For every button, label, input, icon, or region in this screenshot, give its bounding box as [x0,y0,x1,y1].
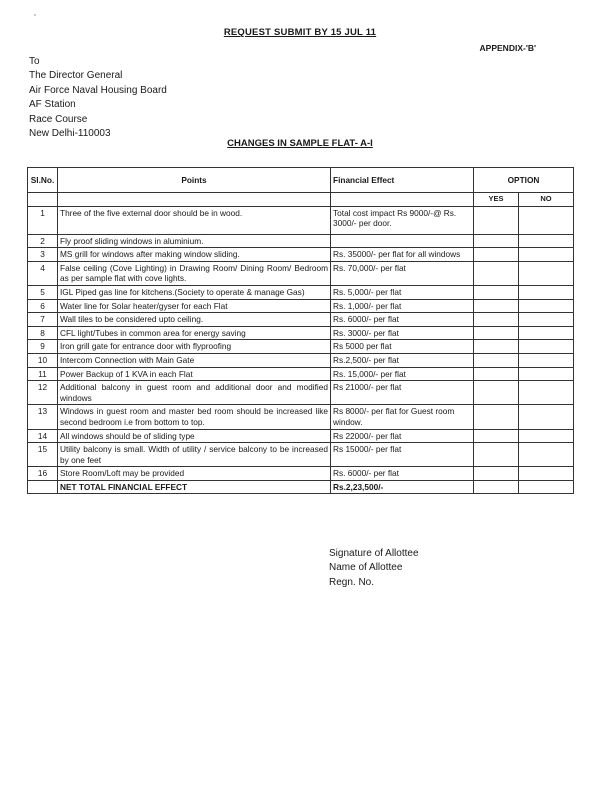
row-point: Wall tiles to be considered upto ceiling. [58,313,331,327]
table-row [28,467,574,481]
signature-line: Signature of Allottee [329,548,419,559]
row-point: Additional balcony in guest room and additional door and modified windows [58,381,331,405]
address-line: AF Station [29,99,76,111]
table-row [28,367,574,381]
total-label: NET TOTAL FINANCIAL EFFECT [58,480,331,494]
row-effect: Rs. 1,000/- per flat [331,299,474,313]
row-point: False ceiling (Cove Lighting) in Drawing Room/ Dining Room/ Bedroom as per sample flat with cove lights. [58,261,331,285]
row-sl: 14 [28,429,58,443]
header-blank [58,193,331,207]
row-yes-cell [474,443,519,467]
row-point: MS grill for windows after making window sliding. [58,248,331,262]
row-no-cell [519,367,574,381]
row-no-cell [519,248,574,262]
row-no-cell [519,326,574,340]
address-line: To [29,56,40,67]
page-title: REQUEST SUBMIT BY 15 JUL 11 [223,27,377,38]
row-point: Power Backup of 1 KVA in each Flat [58,367,331,381]
total-value: Rs.2,23,500/- [331,480,474,494]
row-effect: Total cost impact Rs 9000/-@ Rs. 3000/- per door. [331,206,474,234]
row-point: Store Room/Loft may be provided [58,467,331,481]
appendix-label: APPENDIX-'B' [479,43,536,53]
row-sl: 1 [28,206,58,234]
row-no-cell [519,340,574,354]
regn-line: Regn. No. [329,576,375,588]
row-sl: 9 [28,340,58,354]
row-no-cell [519,285,574,299]
header-points: Points [58,168,331,193]
row-sl: 2 [28,234,58,248]
total-yes-cell [474,480,519,494]
row-yes-cell [474,261,519,285]
address-line: Air Force Naval Housing Board [29,84,167,96]
row-yes-cell [474,367,519,381]
total-row [28,480,574,494]
row-point: Intercom Connection with Main Gate [58,353,331,367]
table-row [28,340,574,354]
row-effect [331,234,474,248]
table-row [28,429,574,443]
row-effect: Rs 15000/- per flat [331,443,474,467]
row-no-cell [519,381,574,405]
row-point: CFL light/Tubes in common area for energy saving [58,326,331,340]
total-blank [28,480,58,494]
row-effect: Rs.2,500/- per flat [331,353,474,367]
table-title: CHANGES IN SAMPLE FLAT- A-I [227,138,373,149]
row-yes-cell [474,299,519,313]
signature-block [329,547,419,590]
row-yes-cell [474,405,519,429]
row-no-cell [519,353,574,367]
table-row [28,443,574,467]
header-blank [331,193,474,207]
row-yes-cell [474,340,519,354]
row-no-cell [519,443,574,467]
row-sl: 6 [28,299,58,313]
row-point: Three of the five external door should be in wood. [58,206,331,234]
changes-table [27,167,574,494]
row-yes-cell [474,313,519,327]
row-point: Utility balcony is small. Width of utility / service balcony to be increased by one feet [58,443,331,467]
row-point: Iron grill gate for entrance door with flyproofing [58,340,331,354]
row-sl: 4 [28,261,58,285]
table-row [28,326,574,340]
table-row [28,353,574,367]
row-effect: Rs 8000/- per flat for Guest room window. [331,405,474,429]
row-effect: Rs 5000 per flat [331,340,474,354]
row-yes-cell [474,467,519,481]
row-yes-cell [474,285,519,299]
row-sl: 7 [28,313,58,327]
address-line: Race Course [29,113,88,125]
header-financial-effect: Financial Effect [331,168,474,193]
header-no: NO [519,193,574,207]
table-row [28,234,574,248]
row-yes-cell [474,381,519,405]
row-effect: Rs 21000/- per flat [331,381,474,405]
row-sl: 3 [28,248,58,262]
address-line: New Delhi-110003 [29,128,111,140]
table-row [28,299,574,313]
table-row [28,261,574,285]
row-no-cell [519,405,574,429]
row-point: IGL Piped gas line for kitchens.(Society to operate & manage Gas) [58,285,331,299]
header-option: OPTION [474,168,574,193]
row-no-cell [519,313,574,327]
row-no-cell [519,467,574,481]
row-point: Water line for Solar heater/gyser for each Flat [58,299,331,313]
header-blank [28,193,58,207]
row-no-cell [519,261,574,285]
row-point: All windows should be of sliding type [58,429,331,443]
address-block [29,55,167,141]
row-effect: Rs. 6000/- per flat [331,467,474,481]
table-row [28,248,574,262]
total-no-cell [519,480,574,494]
name-line: Name of Allottee [329,562,403,574]
row-yes-cell [474,429,519,443]
row-no-cell [519,429,574,443]
row-no-cell [519,299,574,313]
row-yes-cell [474,234,519,248]
table-row [28,206,574,234]
row-effect: Rs. 70,000/- per flat [331,261,474,285]
row-sl: 8 [28,326,58,340]
row-point: Fly proof sliding windows in aluminium. [58,234,331,248]
table-row [28,405,574,429]
row-sl: 12 [28,381,58,405]
row-effect: Rs. 35000/- per flat for all windows [331,248,474,262]
row-no-cell [519,234,574,248]
row-effect: Rs. 5,000/- per flat [331,285,474,299]
row-sl: 13 [28,405,58,429]
row-sl: 15 [28,443,58,467]
header-sl-no: Sl.No. [28,168,58,193]
row-effect: Rs. 15,000/- per flat [331,367,474,381]
row-sl: 11 [28,367,58,381]
table-row [28,285,574,299]
header-yes: YES [474,193,519,207]
row-sl: 5 [28,285,58,299]
row-effect: Rs. 6000/- per flat [331,313,474,327]
row-yes-cell [474,206,519,234]
row-no-cell [519,206,574,234]
row-sl: 16 [28,467,58,481]
row-sl: 10 [28,353,58,367]
row-yes-cell [474,353,519,367]
row-effect: Rs. 3000/- per flat [331,326,474,340]
row-point: Windows in guest room and master bed room should be increased like second bedroom i.e from bottom to top. [58,405,331,429]
table-row [28,313,574,327]
row-effect: Rs 22000/- per flat [331,429,474,443]
table-row [28,381,574,405]
row-yes-cell [474,248,519,262]
row-yes-cell [474,326,519,340]
address-line: The Director General [29,70,123,82]
scan-speck [34,14,36,16]
